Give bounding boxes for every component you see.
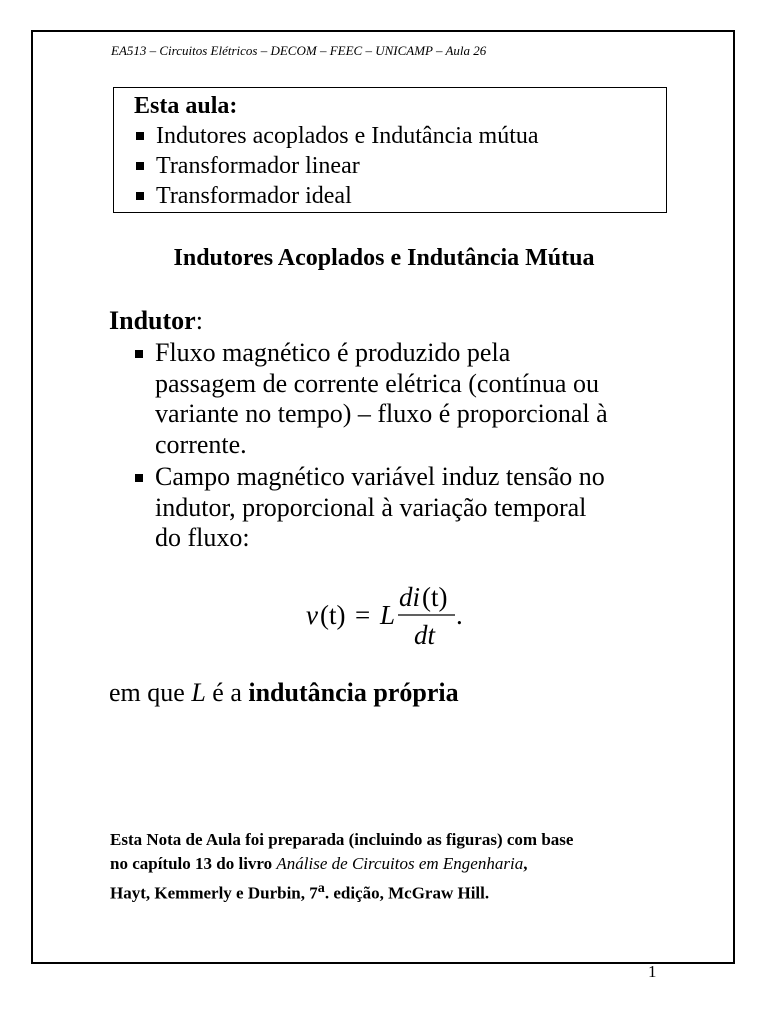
content-bullet: Fluxo magnético é produzido pela passagem de corrente elétrica (contínua ou variante no tempo) – fluxo é proporcional à corrente. — [133, 338, 693, 460]
bullet-square-icon — [135, 350, 143, 358]
page-number: 1 — [648, 962, 657, 981]
formula-numerator-di: di — [399, 582, 421, 612]
bullet-square-icon — [136, 132, 144, 140]
lesson-agenda-box — [113, 87, 667, 213]
agenda-list — [134, 121, 666, 211]
formula-v-arg: (t) — [320, 600, 346, 630]
inductor-voltage-formula — [300, 580, 500, 650]
bullet-square-icon — [136, 192, 144, 200]
agenda-item: Indutores acoplados e Indutância mútua — [134, 121, 666, 151]
formula-L: L — [380, 600, 396, 630]
page-header: EA513 – Circuitos Elétricos – DECOM – FEEC – UNICAMP – Aula 26 — [111, 43, 487, 58]
formula-denominator: dt — [414, 620, 436, 650]
bullet-square-icon — [136, 162, 144, 170]
content-bullet-list — [133, 338, 693, 554]
content-bullet: Campo magnético variável induz tensão no indutor, proporcional à variação temporal do fluxo: — [133, 462, 693, 554]
agenda-title: Esta aula: — [134, 93, 238, 119]
formula-numerator-arg: (t) — [422, 582, 448, 612]
subhead-indutor: Indutor: — [109, 306, 203, 335]
formula-period: . — [456, 600, 463, 630]
definition-line: em que L é a indutância própria — [109, 678, 459, 707]
formula-v: v — [306, 600, 318, 630]
agenda-item: Transformador ideal — [134, 181, 666, 211]
section-title: Indutores Acoplados e Indutância Mútua — [173, 245, 595, 271]
book-title: Análise de Circuitos em Engenharia — [276, 854, 524, 873]
agenda-item: Transformador linear — [134, 151, 666, 181]
source-note: Esta Nota de Aula foi preparada (incluindo as figuras) com base no capítulo 13 do livro Análise de Circuitos em Engenharia, Hayt, Kemmerly e Durbin, 7$^a$. edição, McGraw Hill. — [110, 830, 574, 903]
bullet-square-icon — [135, 474, 143, 482]
formula-equals: = — [355, 600, 371, 630]
